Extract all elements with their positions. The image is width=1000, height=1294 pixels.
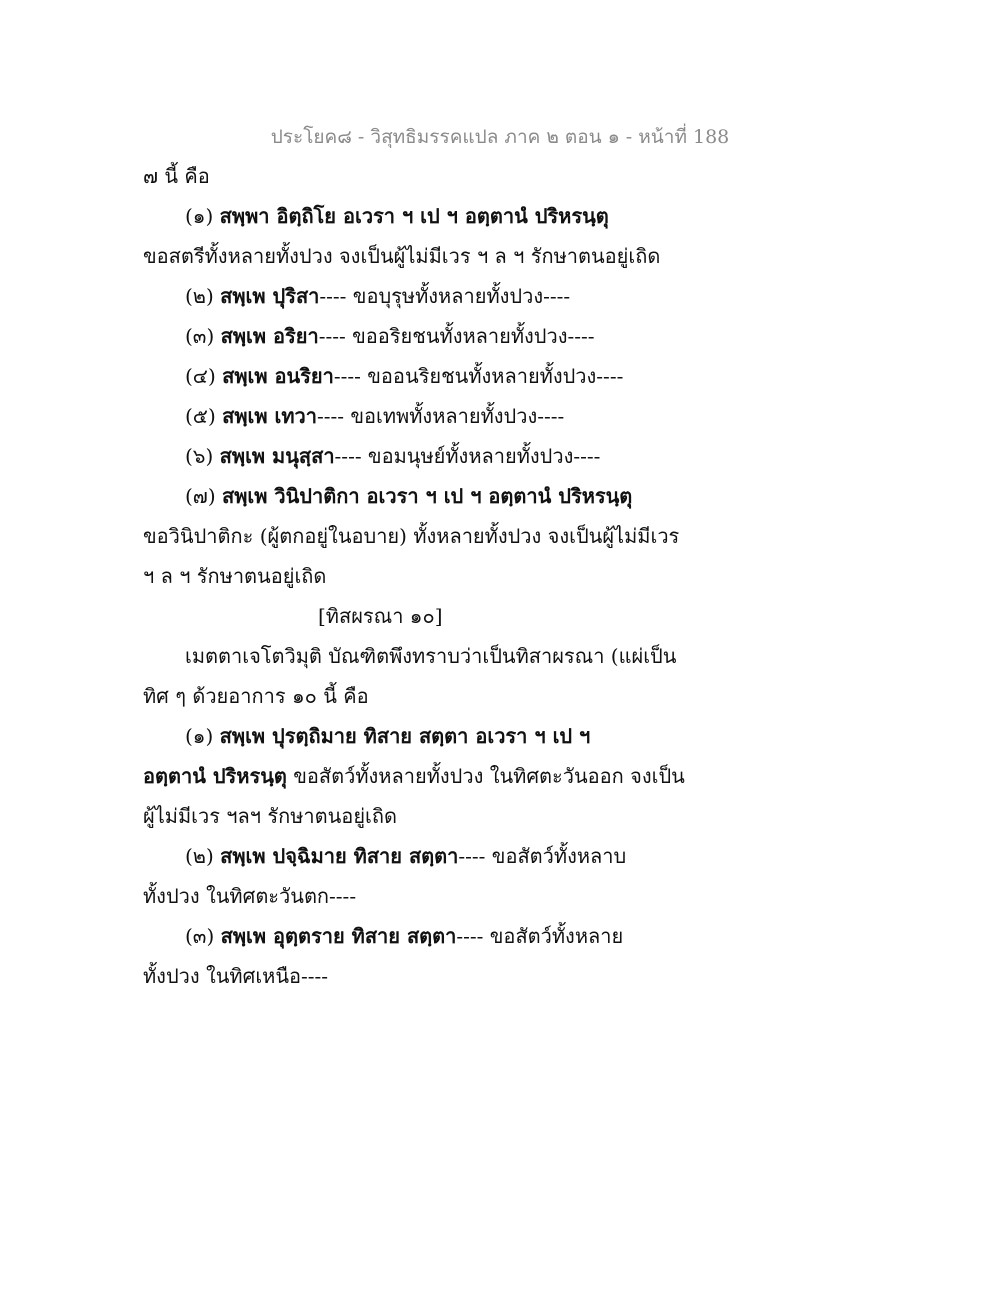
verse-line: [185, 398, 564, 434]
pali-text: สพฺเพ ปจฺฉิมาย ทิสาย สตฺตา: [220, 844, 459, 868]
verse-line: [185, 438, 600, 474]
item-number: (๓): [185, 924, 215, 948]
text-line: ทั้งปวง ในทิศตะวันตก----: [143, 884, 357, 908]
page-header: ประโยค๘ - วิสุทธิมรรคแปล ภาค ๒ ตอน ๑ - หน้าที่ 188: [270, 126, 730, 148]
section-heading: [ทิสผรณา ๑๐]: [318, 604, 443, 628]
verse-line: [185, 318, 595, 354]
pali-text: สพฺเพ ปุริสา: [220, 284, 320, 308]
text-line: เมตตาเจโตวิมุติ บัณฑิตพึงทราบว่าเป็นทิสาผรณา (แผ่เป็น: [185, 644, 677, 668]
thai-translation: ---- ขออนริยชนทั้งหลายทั้งปวง----: [333, 364, 624, 388]
thai-translation: ขอสัตว์ทั้งหลายทั้งปวง ในทิศตะวันออก จงเป็น: [286, 764, 685, 788]
pali-text: สพฺเพ มนุสฺสา: [219, 444, 335, 468]
pali-text: อตฺตานํ ปริหรนฺตุ: [143, 764, 287, 788]
pali-text: สพฺเพ อุตฺตราย ทิสาย สตฺตา: [220, 924, 457, 948]
text-line: ทิศ ๆ ด้วยอาการ ๑๐ นี้ คือ: [143, 684, 369, 708]
verse-line: [185, 358, 623, 394]
verse-line: [185, 478, 632, 514]
item-number: (๓): [185, 324, 215, 348]
item-number: (๑): [185, 204, 214, 228]
thai-translation: ---- ขออริยชนทั้งหลายทั้งปวง----: [318, 324, 595, 348]
pali-text: สพฺเพ เทวา: [222, 404, 317, 428]
pali-text: สพฺเพ อนริยา: [222, 364, 334, 388]
verse-line: [185, 198, 609, 234]
text-line: ผู้ไม่มีเวร ฯลฯ รักษาตนอยู่เถิด: [143, 804, 397, 828]
text-line: ขอวินิปาติกะ (ผู้ตกอยู่ในอบาย) ทั้งหลายทั้งปวง จงเป็นผู้ไม่มีเวร: [143, 524, 680, 548]
verse-line: [185, 838, 626, 874]
item-number: (๒): [185, 844, 214, 868]
text-line: ๗ นี้ คือ: [143, 164, 210, 188]
text-line: ทั้งปวง ในทิศเหนือ----: [143, 964, 329, 988]
thai-translation: ---- ขอสัตว์ทั้งหลาย: [456, 924, 624, 948]
text-line: ฯ ล ฯ รักษาตนอยู่เถิด: [143, 564, 327, 588]
verse-line: [185, 278, 570, 314]
pali-text: สพฺเพ อริยา: [220, 324, 319, 348]
item-number: (๑): [185, 724, 214, 748]
item-number: (๔): [185, 364, 216, 388]
pali-text: สพฺพา อิตฺถิโย อเวรา ฯ เป ฯ อตฺตานํ ปริหรนฺตุ: [219, 204, 609, 228]
item-number: (๗): [185, 484, 216, 508]
item-number: (๒): [185, 284, 214, 308]
pali-text: สพฺเพ ปุรตฺถิมาย ทิสาย สตฺตา อเวรา ฯ เป ฯ: [219, 724, 591, 748]
verse-line: [143, 758, 685, 794]
text-line: ขอสตรีทั้งหลายทั้งปวง จงเป็นผู้ไม่มีเวร ฯ ล ฯ รักษาตนอยู่เถิด: [143, 244, 661, 268]
verse-line: [185, 718, 590, 754]
thai-translation: ---- ขอมนุษย์ทั้งหลายทั้งปวง----: [334, 444, 601, 468]
pali-text: สพฺเพ วินิปาติกา อเวรา ฯ เป ฯ อตฺตานํ ปริหรนฺตุ: [222, 484, 633, 508]
thai-translation: ---- ขอสัตว์ทั้งหลาบ: [458, 844, 627, 868]
thai-translation: ---- ขอบุรุษทั้งหลายทั้งปวง----: [319, 284, 571, 308]
verse-line: [185, 918, 623, 954]
item-number: (๕): [185, 404, 216, 428]
item-number: (๖): [185, 444, 214, 468]
thai-translation: ---- ขอเทพทั้งหลายทั้งปวง----: [316, 404, 565, 428]
